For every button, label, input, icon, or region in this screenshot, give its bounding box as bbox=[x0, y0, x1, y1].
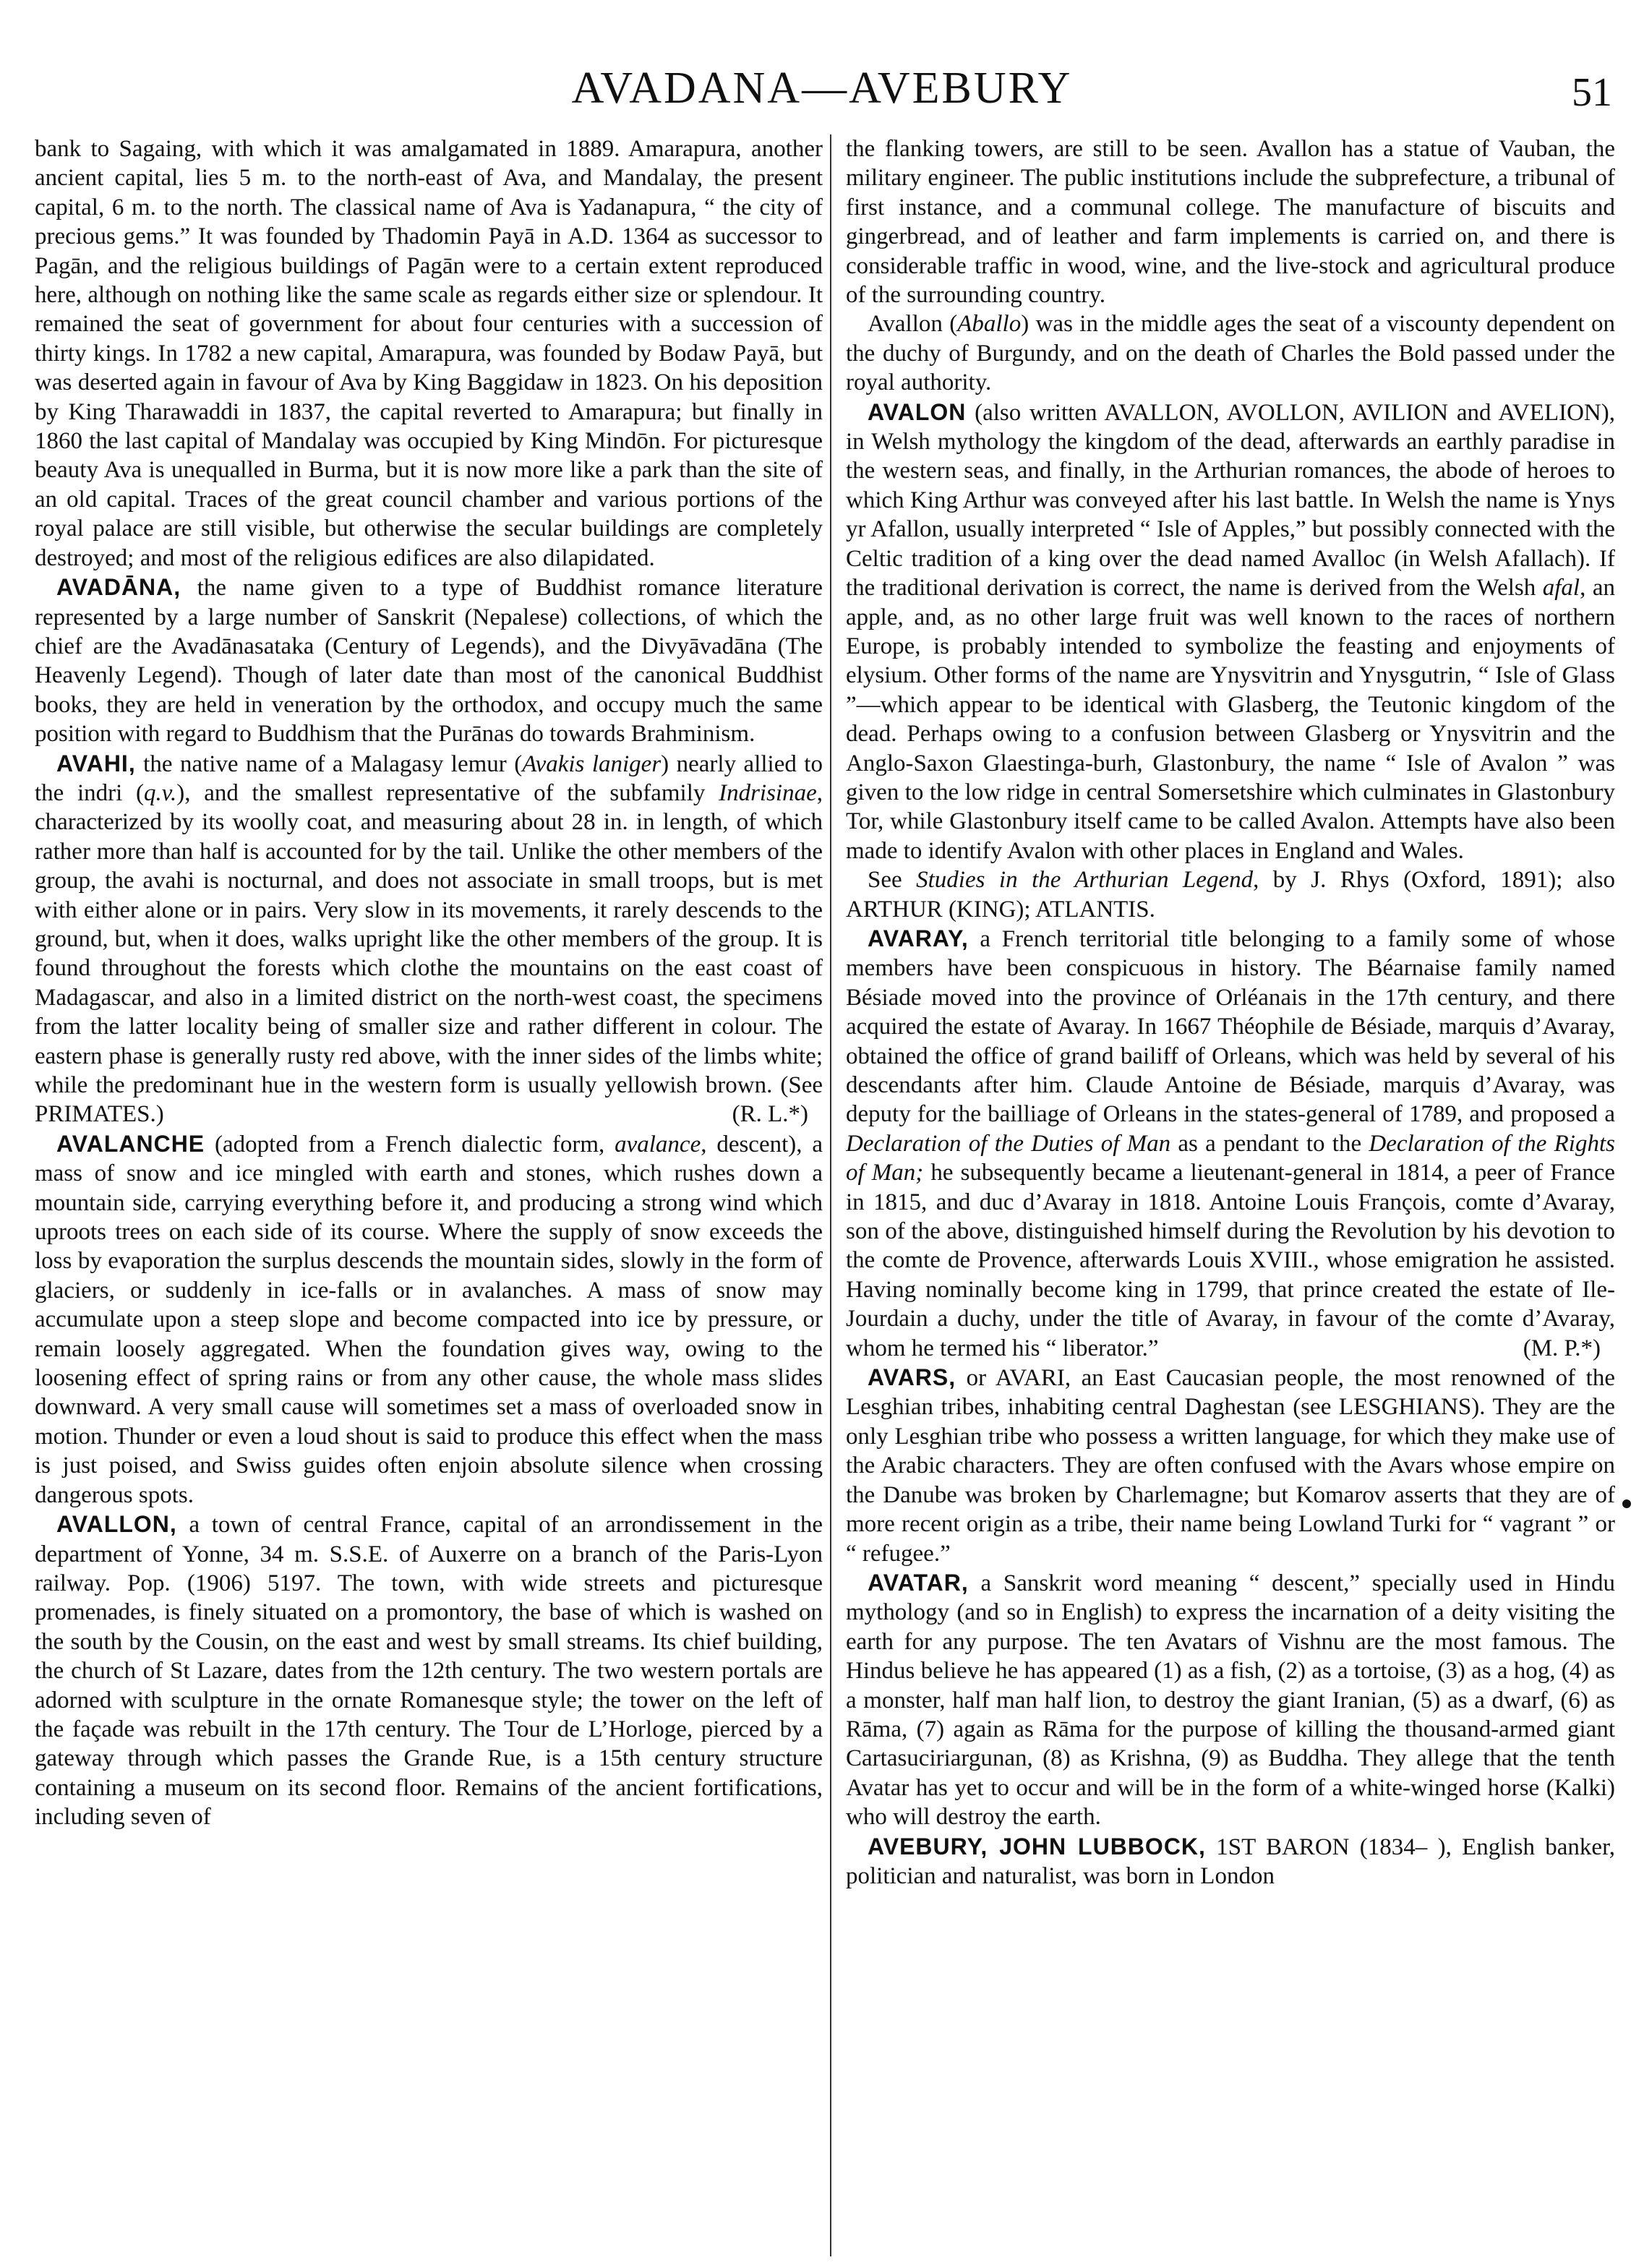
entry-text: ) was in the middle ages the seat of a viscounty dependent on the duchy of Burgundy, and on the death of Charles the Bold passed under the royal authority. bbox=[846, 311, 1615, 396]
entry-text: (adopted from a French dialectic form, bbox=[205, 1131, 615, 1157]
cross-reference: q.v. bbox=[144, 779, 177, 806]
italic-term: Declaration of the Rights of Man; bbox=[846, 1130, 1615, 1186]
entry-text: the name given to a type of Buddhist romance literature represented by a large number of Sanskrit (Nepalese) collections, of which the chief are the Avadānasataka (Century of Legends), and the Divyāvadāna (The Heavenly Legend). Though of later date than most of the canonical Buddhist books, they are held in veneration by the orthodox, and occupy much the same position with regard to Buddhism that the Purānas do towards Brahminism. bbox=[35, 575, 823, 748]
entry-ava-continued: bank to Sagaing, with which it was amalgamated in 1889. Amarapura, another ancient capital, lies 5 m. to the north-east of Ava, and Mandalay, the present capital, 6 m. to the north. The classical name of Ava is Yadanapura, “ the city of precious gems.” It was founded by Thadomin Payā in A.D. 1364 as successor to Pagān, and the religious buildings of Pagān were to a certain extent reproduced here, although on nothing like the same scale as regards either size or splendour. It remained the seat of government for about four centuries with a succession of thirty kings. In 1782 a new capital, Amarapura, was founded by Bodaw Payā, but was deserted again in favour of Ava by King Baggidaw in 1823. On his deposition by King Tharawaddi in 1837, the capital reverted to Amarapura; but finally in 1860 the last capital of Mandalay was occupied by King Mindōn. For picturesque beauty Ava is unequalled in Burma, but it is now more like a park than the site of an old capital. Traces of the great council chamber and various portions of the royal palace are still visible, but otherwise the secular buildings are completely destroyed; and most of the religious edifices are also dilapidated. bbox=[35, 136, 823, 571]
entry-text: a French territorial title belonging to a family some of whose members have been conspicuous in history. The Béarnaise family named Bésiade moved into the province of Orléanais in the 17th century, and there acquired the estate of Avaray. In 1667 Théophile de Bésiade, marquis d’Avaray, obtained the office of grand bailiff of Orleans, which was held by several of his descendants after him. Claude Antoine de Bésiade, marquis d’Avaray, was deputy for the bailliage of Orleans in the states-general of 1789, and proposed a bbox=[846, 925, 1615, 1128]
right-column bbox=[846, 134, 1615, 2256]
column-divider bbox=[830, 134, 831, 2256]
entry-text: a town of central France, capital of an arrondissement in the department of Yonne, 34 m. S.S.E. of Auxerre on a branch of the Paris-Lyon railway. Pop. (1906) 5197. The town, with wide streets and picturesque promenades, is finely situated on a promontory, the base of which is washed on the south by the Cousin, on the east and west by small streams. Its chief building, the church of St Lazare, dates from the 12th century. The two western portals are adorned with sculpture in the ornate Romanesque style; the tower on the left of the façade was rebuilt in the 17th century. The Tour de L’Horloge, pierced by a gateway through which passes the Grande Rue, is a 15th century structure containing a museum on its second floor. Remains of the ancient fortifications, including seven of bbox=[35, 1512, 823, 1831]
headword-avahi: AVAHI, bbox=[56, 750, 136, 776]
italic-term: Aballo bbox=[957, 311, 1022, 338]
page-number: 51 bbox=[1572, 70, 1612, 115]
italic-term: afal bbox=[1542, 575, 1580, 602]
headword-avebury: AVEBURY, JOHN LUBBOCK, bbox=[868, 1833, 1206, 1860]
entry-avahi bbox=[35, 749, 823, 1129]
entry-text: , characterized by its woolly coat, and measuring about 28 in. in length, of which rather more than half is accounted for by the tail. Unlike the other members of the group, the avahi is nocturnal, and does not associate in small troops, but is met with either alone or in pairs. Very slow in its movements, it rarely descends to the ground, but, when it does, walks upright like the other members of the group. It is found throughout the forests which clothe the mountains on the east coast of Madagascar, and also in a limited district on the north-west coast, the specimens from the latter locality being of smaller size and rather different in colour. The eastern phase is generally rusty red above, with the inner sides of the limbs white; while the predominant hue in the western form is usually yellowish brown. (See PRIMATES.) bbox=[35, 779, 823, 1128]
entry-text: or AVARI, an East Caucasian people, the most renowned of the Lesghian tribes, inhabiting central Daghestan (see LESGHIANS). They are the only Lesghian tribe who possess a written language, for which they make use of the Arabic characters. They are often confused with the Avars whose empire on the Danube was broken by Charlemagne; but Komarov asserts that they are of more recent origin as a tribe, their name being Lowland Turki for “ vagrant ” or “ refugee.” bbox=[846, 1365, 1615, 1567]
entry-text: 1ST BARON (1834– ), English banker, politician and naturalist, was born in London bbox=[846, 1833, 1615, 1889]
headword-avadana: AVADĀNA, bbox=[56, 574, 181, 601]
margin-ink-dot bbox=[1622, 1499, 1631, 1508]
headword-avars: AVARS, bbox=[868, 1364, 956, 1391]
italic-term: Avakis laniger bbox=[522, 750, 662, 777]
entry-text: , by J. Rhys (Oxford, 1891); also ARTHUR (KING); ATLANTIS. bbox=[846, 867, 1615, 923]
book-title: Studies in the Arthurian Legend bbox=[916, 867, 1254, 894]
page-header bbox=[29, 54, 1615, 123]
entry-text: ) nearly allied to the indri ( bbox=[35, 750, 823, 806]
entry-avatar bbox=[846, 1568, 1615, 1832]
left-column bbox=[35, 134, 823, 2256]
entry-text: he subsequently became a lieutenant-general in 1814, a peer of France in 1815, and duc d’Avaray in 1818. Antoine Louis François, comte d’Avaray, son of the above, distinguished himself during the Revolution by his devotion to the comte de Provence, afterwards Louis XVIII., whose emigration he assisted. Having nominally become king in 1799, that prince created the estate of Ile-Jourdain a duchy, under the title of Avaray, in favour of the comte d’Avaray, whom he termed his “ liberator.” bbox=[846, 1160, 1615, 1361]
entry-avebury bbox=[846, 1832, 1615, 1891]
entry-text: , descent), a mass of snow and ice mingled with earth and stones, which rushes down a mountain side, carrying everything before it, and producing a strong wind which uproots trees on each side of its course. Where the supply of snow exceeds the loss by evaporation the surplus descends the mountain sides, slowly in the form of glaciers, or suddenly in ice-falls or in avalanches. A mass of snow may accumulate upon a steep slope and become compacted into ice by pressure, or remain loosely aggregated. When the foundation gives way, owing to the loosening effect of spring rains or from any other cause, the whole mass slides downward. A very small cause will sometimes set a mass of overloaded snow in motion. Thunder or even a loud shout is said to produce this effect when the mass is just poised, and Swiss guides often enjoin absolute silence when crossing dangerous spots. bbox=[35, 1131, 823, 1508]
entry-text: Avallon ( bbox=[868, 311, 958, 338]
italic-term: Declaration of the Duties of Man bbox=[846, 1130, 1171, 1157]
entry-text: ), and the smallest representative of the subfamily bbox=[176, 779, 719, 806]
headword-avalanche: AVALANCHE bbox=[56, 1130, 205, 1157]
entry-avalanche bbox=[35, 1129, 823, 1510]
italic-term: Indrisinae bbox=[719, 779, 817, 806]
entry-avadana bbox=[35, 573, 823, 748]
entry-avars bbox=[846, 1363, 1615, 1568]
author-signature: (R. L.*) bbox=[732, 1101, 808, 1128]
headword-avalon: AVALON bbox=[868, 398, 967, 425]
entry-avallon-continued: the flanking towers, are still to be seen. Avallon has a statue of Vauban, the military engineer. The public institutions include the subprefecture, a tribunal of first instance, and a communal college. The manufacture of biscuits and gingerbread, and of leather and farm implements is carried on, and there is considerable traffic in wood, wine, and the live-stock and agricultural produce of the surrounding country. bbox=[846, 136, 1615, 309]
entry-avallon-history bbox=[846, 309, 1615, 397]
entry-avallon bbox=[35, 1510, 823, 1831]
entry-avaray bbox=[846, 924, 1615, 1363]
entry-text: a Sanskrit word meaning “ descent,” specially used in Hindu mythology (and so in English) to express the incarnation of a deity visiting the earth for any purpose. The ten Avatars of Vishnu are the most famous. The Hindus believe he has appeared (1) as a fish, (2) as a tortoise, (3) as a hog, (4) as a monster, half man half lion, to destroy the giant Iranian, (5) as a dwarf, (6) as Rāma, (7) again as Rāma for the purpose of killing the thousand-armed giant Cartasuciriargunan, (8) as Krishna, (9) as Buddha. They allege that the tenth Avatar has yet to occur and will be in the form of a white-winged horse (Kalki) who will destroy the earth. bbox=[846, 1570, 1615, 1831]
entry-avalon bbox=[846, 398, 1615, 866]
entry-text: , an apple, and, as no other large fruit was well known to the races of northern Europe, is probably intended to symbolize the feasting and enjoyments of elysium. Other forms of the name are Ynysvitrin and Ynysgutrin, “ Isle of Glass ”—which appear to be identical with Glasberg, the Teutonic kingdom of the dead. Perhaps owing to a confusion between Glasberg or Ynysvitrin and the Anglo-Saxon Glaestinga-burh, Glastonbury, the name “ Isle of Avalon ” was given to the low ridge in central Somersetshire which culminates in Glastonbury Tor, while Glastonbury itself came to be called Avalon. Attempts have also been made to identify Avalon with other places in England and Wales. bbox=[846, 575, 1615, 864]
entry-text: as a pendant to the bbox=[1170, 1130, 1369, 1157]
entry-avalon-see-also bbox=[846, 865, 1615, 924]
entry-text: See bbox=[868, 867, 917, 894]
entry-text: the native name of a Malagasy lemur ( bbox=[135, 750, 523, 777]
entry-text: (also written AVALLON, AVOLLON, AVILION and AVELION), in Welsh mythology the kingdom of the dead, afterwards an earthly paradise in the western seas, and finally, in the Arthurian romances, the abode of heroes to which King Arthur was conveyed after his last battle. In Welsh the name is Ynys yr Afallon, usually interpreted “ Isle of Apples,” but possibly connected with the Celtic tradition of a king over the dead named Avalloc (in Welsh Afallach). If the traditional derivation is correct, the name is derived from the Welsh bbox=[846, 399, 1615, 602]
author-signature: (M. P.*) bbox=[1523, 1335, 1601, 1361]
italic-term: avalance bbox=[615, 1131, 701, 1157]
running-title: AVADANA—AVEBURY bbox=[571, 64, 1073, 113]
headword-avatar: AVATAR, bbox=[868, 1569, 969, 1596]
headword-avallon: AVALLON, bbox=[56, 1511, 177, 1538]
headword-avaray: AVARAY, bbox=[868, 925, 969, 951]
